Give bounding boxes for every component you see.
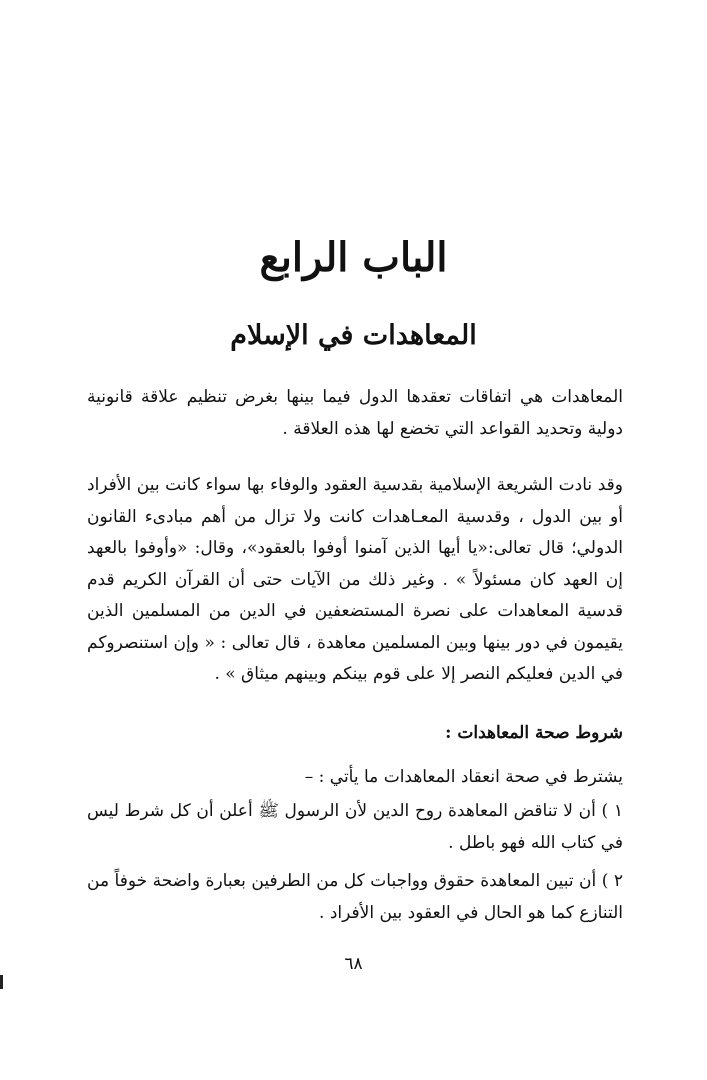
chapter-title: الباب الرابع	[259, 234, 448, 281]
scan-edge-mark	[0, 975, 3, 989]
condition-item-1: ١ ) أن لا تناقض المعاهدة روح الدين لأن الرسول ﷺ أعلن أن كل شرط ليس في كتاب الله فهو باطل .	[87, 801, 623, 853]
conditions-intro: يشترط في صحة انعقاد المعاهدات ما يأتي : –	[304, 767, 623, 787]
paragraph-definition: المعاهدات هي اتفاقات تعقدها الدول فيما بينها بغرض تنظيم علاقة قانونية دولية وتحديد القواعد التي تخضع لها هذه العلاقة .	[87, 387, 624, 439]
section-heading: شروط صحة المعاهدات :	[445, 723, 623, 743]
page-number: ٦٨	[344, 954, 363, 974]
paragraph-sanctity: وقد نادت الشريعة الإسلامية بقدسية العقود والوفاء بها سواء كانت بين الأفراد أو بين الدول ، وقدسية المعـاهدات كانت ولا تزال من أهم مبادىء القانون الدولي؛ قال تعالى:«يا أيها الذين آمنوا أوفوا بالعقود»، وقال: «وأوفوا بالعهد إن العهد كان مسئولاً » . وغير ذلك من الآيات حتى أن القرآن الكريم قدم قدسية المعاهدات على نصرة المستضعفين في الدين من المسلمين الذين يقيمون في دور بينها وبين المسلمين معاهدة ، قال تعالى : « وإن استنصروكم في الدين فعليكم النصر إلا على قوم بينكم وبينهم ميثاق » .	[87, 475, 623, 684]
condition-item-2: ٢ ) أن تبين المعاهدة حقوق وواجبات كل من الطرفين بعبارة واضحة خوفاً من التنازع كما هو الحال في العقود بين الأفراد .	[87, 871, 623, 923]
chapter-subtitle: المعاهدات في الإسلام	[230, 320, 477, 351]
